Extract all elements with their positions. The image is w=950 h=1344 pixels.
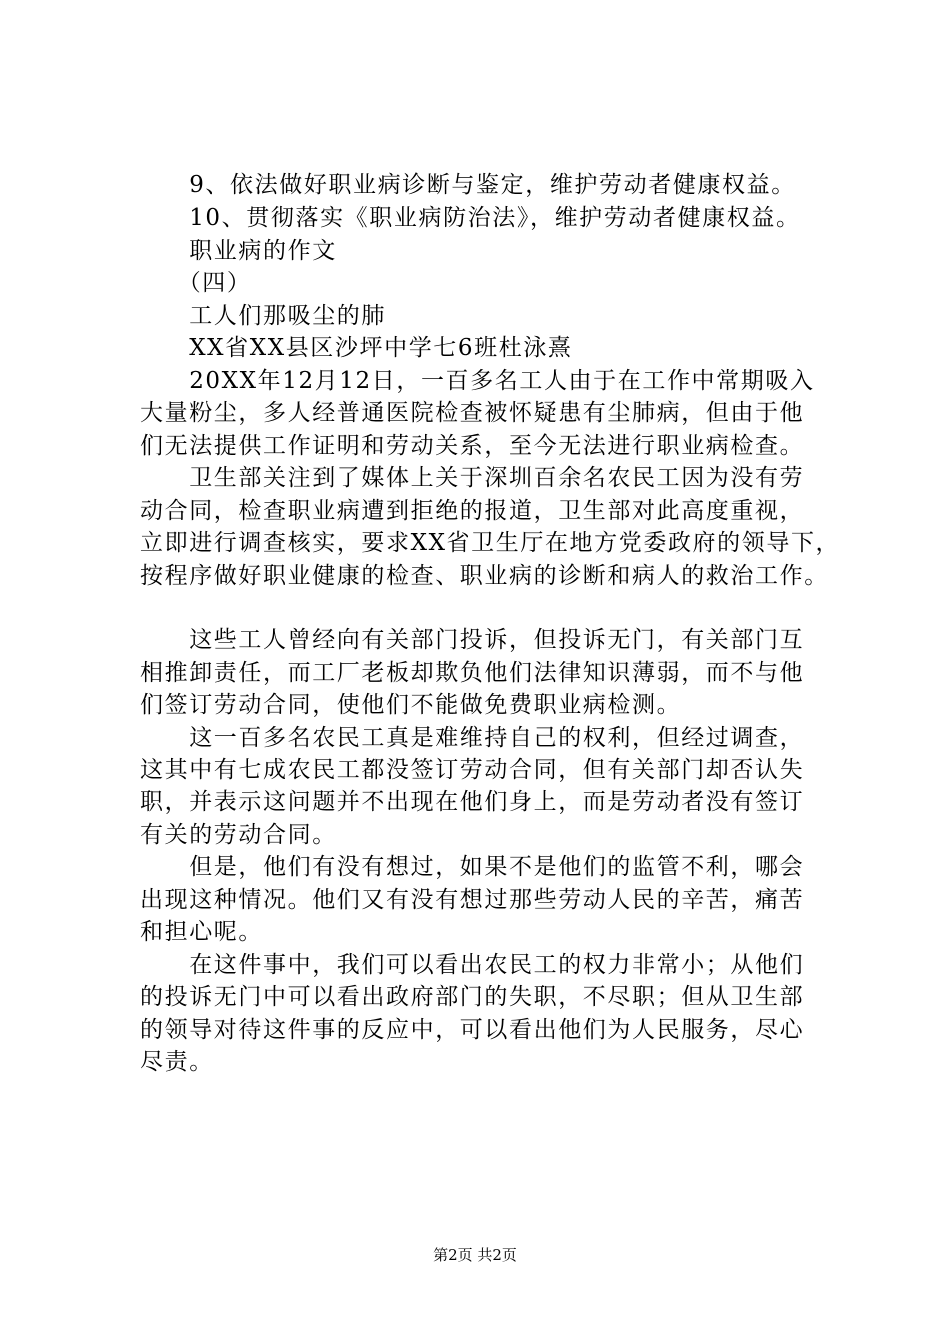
- paragraph-line: 大量粉尘，多人经普通医院检查被怀疑患有尘肺病，但由于他: [140, 400, 805, 426]
- paragraph-line: 这其中有七成农民工都没签订劳动合同，但有关部门却否认失: [140, 757, 805, 783]
- paragraph-line: 10、贯彻落实《职业病防治法》，维护劳动者健康权益。: [140, 205, 801, 231]
- paragraph-line: 但是，他们有没有想过，如果不是他们的监管不利，哪会: [140, 854, 805, 880]
- paragraph-line: 卫生部关注到了媒体上关于深圳百余名农民工因为没有劳: [140, 465, 805, 491]
- paragraph-line: 立即进行调查核实，要求XX省卫生厅在地方党委政府的领导下，: [140, 530, 841, 556]
- paragraph-line: 出现这种情况。他们又有没有想过那些劳动人民的辛苦，痛苦: [140, 887, 805, 913]
- paragraph-line: 尽责。: [140, 1049, 214, 1075]
- essay-title: 工人们那吸尘的肺: [140, 303, 386, 329]
- paragraph-line: 的投诉无门中可以看出政府部门的失职，不尽职；但从卫生部: [140, 984, 805, 1010]
- paragraph-line: 们无法提供工作证明和劳动关系，至今无法进行职业病检查。: [140, 433, 805, 459]
- paragraph-line: 这一百多名农民工真是难维持自己的权利，但经过调查，: [140, 725, 805, 751]
- essay-author: XX省XX县区沙坪中学七6班杜泳熹: [140, 335, 573, 361]
- paragraph-line: 和担心呢。: [140, 919, 263, 945]
- section-heading: 职业病的作文: [140, 238, 337, 264]
- paragraph-line: 9、依法做好职业病诊断与鉴定，维护劳动者健康权益。: [140, 172, 796, 198]
- paragraph-line: 20XX年12月12日，一百多名工人由于在工作中常期吸入: [140, 368, 815, 394]
- page-number-footer: 第2页 共2页: [433, 1246, 517, 1264]
- paragraph-line: 动合同，检查职业病遭到拒绝的报道，卫生部对此高度重视，: [140, 498, 805, 524]
- paragraph-line: 职，并表示这问题并不出现在他们身上，而是劳动者没有签订: [140, 789, 805, 815]
- paragraph-line: 们签订劳动合同，使他们不能做免费职业病检测。: [140, 692, 682, 718]
- section-number: （四）: [140, 270, 252, 296]
- paragraph-line: 相推卸责任，而工厂老板却欺负他们法律知识薄弱，而不与他: [140, 660, 805, 686]
- paragraph-line: 这些工人曾经向有关部门投诉，但投诉无门，有关部门互: [140, 627, 805, 653]
- paragraph-line: 的领导对待这件事的反应中，可以看出他们为人民服务，尽心: [140, 1017, 805, 1043]
- paragraph-line: 按程序做好职业健康的检查、职业病的诊断和病人的救治工作。: [140, 563, 829, 589]
- paragraph-line: 在这件事中，我们可以看出农民工的权力非常小；从他们: [140, 952, 805, 978]
- paragraph-line: 有关的劳动合同。: [140, 822, 337, 848]
